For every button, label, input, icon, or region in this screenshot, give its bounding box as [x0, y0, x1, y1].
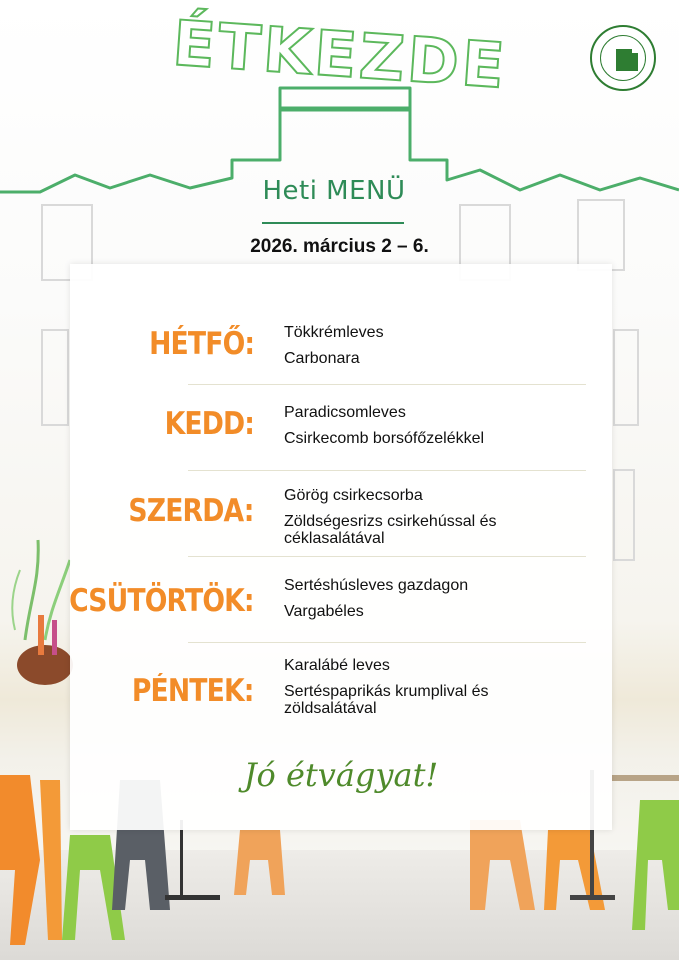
dish-item: Sertéshúsleves gazdagon: [284, 577, 469, 594]
day-label: KEDD:: [164, 406, 254, 442]
day-label: HÉTFŐ:: [148, 326, 254, 362]
dish-item: Tökkrémleves: [284, 324, 384, 341]
menu-panel: [70, 264, 612, 830]
day-label: PÉNTEK:: [132, 673, 254, 709]
day-label: SZERDA:: [128, 493, 254, 529]
day-label: CSÜTÖRTÖK:: [69, 583, 254, 619]
day-separator: [188, 556, 586, 557]
dish-list: [284, 487, 584, 556]
dish-item: Paradicsomleves: [284, 404, 406, 421]
dish-list: [284, 657, 584, 726]
subtitle-underline: [262, 222, 404, 224]
dish-item: Zöldségesrizs csirkehússal és céklasalátával: [284, 513, 497, 547]
menu-subtitle: Heti MENÜ: [262, 176, 406, 206]
seal-building-shape-small: [628, 53, 638, 71]
dish-list: [284, 324, 584, 376]
day-separator: [188, 384, 586, 385]
page-title: ÉTKEZDE: [170, 6, 510, 103]
dish-item: Csirkecomb borsófőzelékkel: [284, 430, 485, 447]
dish-item: Carbonara: [284, 350, 360, 367]
dish-list: [284, 404, 584, 456]
seal-inner-ring: [600, 35, 646, 81]
dish-item: Görög csirkecsorba: [284, 487, 423, 504]
plant-decoration-icon: [12, 540, 73, 685]
dish-list: [284, 577, 584, 629]
menu-date: 2026. március 2 – 6.: [250, 236, 429, 257]
dish-item: Sertéspaprikás krumplival és zöldsalátával: [284, 683, 489, 717]
day-separator: [188, 470, 586, 471]
dish-item: Karalábé leves: [284, 657, 390, 674]
dish-item: Vargabéles: [284, 603, 364, 620]
closing-message: Jó étvágyat!: [243, 756, 439, 794]
day-separator: [188, 642, 586, 643]
school-seal-icon: [590, 25, 656, 91]
